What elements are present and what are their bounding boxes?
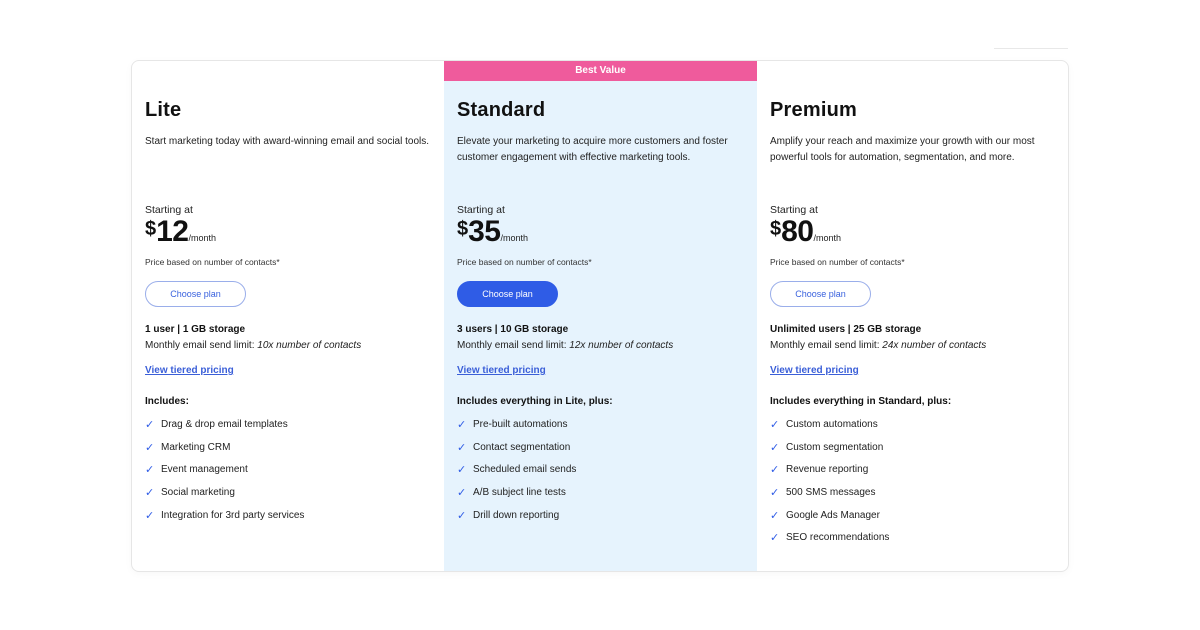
checkmark-icon: ✓ [770, 532, 780, 545]
feature-item: ✓ Integration for 3rd party services [145, 509, 305, 522]
feature-list [145, 419, 304, 532]
feature-item: ✓ Social marketing [145, 487, 235, 500]
checkmark-icon: ✓ [145, 419, 155, 431]
starting-at-label: Starting at [145, 204, 193, 216]
view-tiered-pricing-link-lite[interactable]: View tiered pricing [145, 365, 234, 376]
send-limit-label: Monthly email send limit: [457, 340, 570, 351]
feature-item: ✓ Marketing CRM [145, 441, 231, 454]
price-note: Price based on number of contacts* [457, 257, 592, 267]
feature-item: ✓ Scheduled email sends [457, 464, 577, 477]
top-divider [994, 48, 1068, 49]
plan-description: Amplify your reach and maximize your growth with our most powerful tools for automation, segmentation, and more. [770, 136, 1035, 163]
send-limit-label: Monthly email send limit: [770, 340, 883, 351]
send-limit-value: 24x number of contacts [882, 340, 987, 351]
plan-description: Start marketing today with award-winning email and social tools. [145, 136, 430, 147]
plan-price [457, 215, 528, 249]
plan-card-lite [132, 61, 445, 571]
feature-list [457, 419, 576, 532]
includes-label: Includes everything in Standard, plus: [770, 396, 952, 407]
feature-item: ✓ 500 SMS messages [770, 487, 876, 500]
choose-plan-button-lite[interactable]: Choose plan [145, 281, 246, 307]
feature-list [770, 419, 889, 555]
checkmark-icon: ✓ [457, 509, 467, 522]
checkmark-icon: ✓ [770, 441, 780, 454]
checkmark-icon: ✓ [457, 487, 467, 500]
feature-item: ✓ Custom automations [770, 419, 878, 431]
includes-label: Includes: [145, 396, 189, 407]
checkmark-icon: ✓ [145, 487, 155, 500]
send-limit [457, 340, 673, 351]
feature-item: ✓ Contact segmentation [457, 441, 571, 454]
pricing-table [131, 60, 1069, 572]
plan-name: Standard [457, 99, 546, 121]
feature-item: ✓ Google Ads Manager [770, 509, 880, 522]
checkmark-icon: ✓ [770, 487, 780, 500]
plan-price [145, 215, 216, 249]
send-limit-value: 10x number of contacts [257, 340, 362, 351]
feature-item: ✓ Event management [145, 464, 248, 477]
users-storage: 1 user | 1 GB storage [145, 324, 246, 335]
price-currency: $ [457, 218, 469, 240]
feature-item: ✓ Drag & drop email templates [145, 419, 288, 431]
checkmark-icon: ✓ [145, 441, 155, 454]
plan-card-standard [444, 61, 757, 571]
choose-plan-button-standard[interactable]: Choose plan [457, 281, 558, 307]
checkmark-icon: ✓ [457, 464, 467, 477]
price-currency: $ [145, 218, 157, 240]
users-storage: 3 users | 10 GB storage [457, 324, 569, 335]
plan-name: Lite [145, 99, 182, 121]
price-amount: 35 [468, 215, 501, 248]
send-limit [770, 340, 986, 351]
checkmark-icon: ✓ [145, 509, 155, 522]
best-value-badge: Best Value [444, 61, 757, 81]
checkmark-icon: ✓ [457, 419, 467, 431]
feature-item: ✓ SEO recommendations [770, 532, 890, 545]
price-amount: 12 [156, 215, 189, 248]
starting-at-label: Starting at [457, 204, 505, 216]
price-period: /month [500, 233, 529, 243]
price-period: /month [813, 233, 842, 243]
checkmark-icon: ✓ [770, 509, 780, 522]
price-note: Price based on number of contacts* [145, 257, 280, 267]
feature-item: ✓ Pre-built automations [457, 419, 568, 431]
checkmark-icon: ✓ [770, 419, 780, 431]
price-period: /month [188, 233, 217, 243]
plan-card-premium [757, 61, 1070, 571]
price-amount: 80 [781, 215, 814, 248]
feature-item: ✓ Revenue reporting [770, 464, 869, 477]
view-tiered-pricing-link-standard[interactable]: View tiered pricing [457, 365, 546, 376]
price-currency: $ [770, 218, 782, 240]
users-storage: Unlimited users | 25 GB storage [770, 324, 922, 335]
checkmark-icon: ✓ [145, 464, 155, 477]
feature-item: ✓ Drill down reporting [457, 509, 560, 522]
view-tiered-pricing-link-premium[interactable]: View tiered pricing [770, 365, 859, 376]
plan-name: Premium [770, 99, 857, 121]
send-limit [145, 340, 361, 351]
includes-label: Includes everything in Lite, plus: [457, 396, 613, 407]
plan-description: Elevate your marketing to acquire more customers and foster customer engagement with effective marketing tools. [457, 136, 728, 163]
send-limit-value: 12x number of contacts [569, 340, 674, 351]
checkmark-icon: ✓ [457, 441, 467, 454]
price-note: Price based on number of contacts* [770, 257, 905, 267]
send-limit-label: Monthly email send limit: [145, 340, 258, 351]
feature-item: ✓ A/B subject line tests [457, 487, 566, 500]
choose-plan-button-premium[interactable]: Choose plan [770, 281, 871, 307]
starting-at-label: Starting at [770, 204, 818, 216]
plan-price [770, 215, 841, 249]
checkmark-icon: ✓ [770, 464, 780, 477]
feature-item: ✓ Custom segmentation [770, 441, 884, 454]
